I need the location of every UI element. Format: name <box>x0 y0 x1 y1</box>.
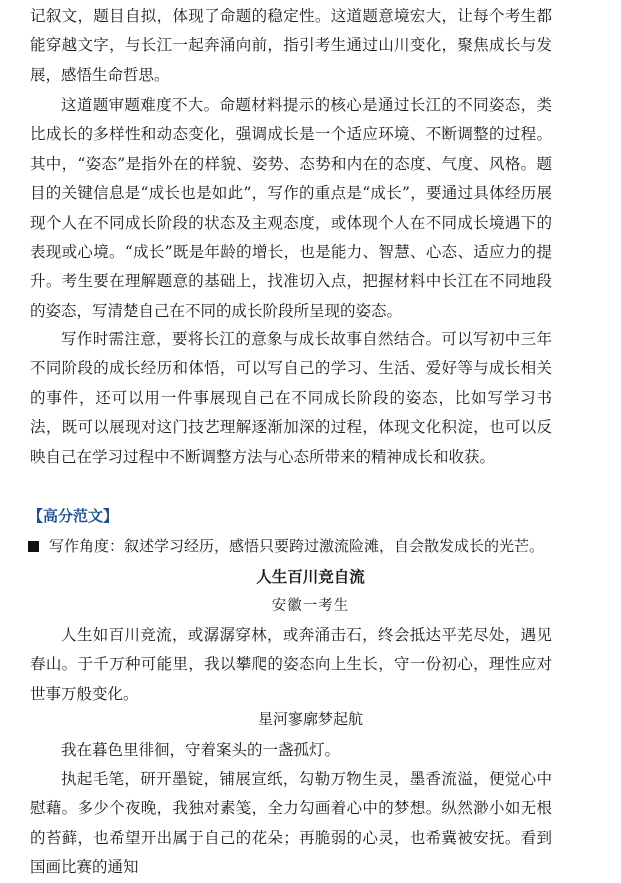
essay-title: 人生百川竞自流 <box>256 568 365 586</box>
square-bullet-icon <box>28 541 39 552</box>
analysis-paragraph-1: 记叙文，题目自拟，体现了命题的稳定性。这道题意境宏大，让每个考生都能穿越文字，与长江一起奔涌向前，指引考生通过山川变化，聚焦成长与发展，感悟生命哲思。 <box>30 7 552 84</box>
analysis-paragraph-3: 写作时需注意，要将长江的意象与成长故事自然结合。可以写初中三年不同阶段的成长经历和体悟，可以写自己的学习、生活、爱好等与成长相关的事件，还可以用一件事展现自己在不同成长阶段的姿态，比如写学习书法，既可以展现对这门技艺理解逐渐加深的过程，体现文化积淀，也可以反映自己在学习过程中不断调整方法与心态所带来的精神成长和收获。 <box>30 330 552 466</box>
section-heading-high-score-sample: 【高分范文】 <box>28 507 119 525</box>
essay-paragraph-1: 人生如百川竞流，或潺潺穿林，或奔涌击石，终会抵达平芜尽处，遇见春山。于千万种可能里，我以攀爬的姿态向上生长，守一份初心，理性应对世事万般变化。 <box>30 626 552 703</box>
writing-angle <box>28 534 588 558</box>
essay-paragraph-3: 执起毛笔，研开墨锭，铺展宣纸，勾勒万物生灵，墨香流溢，便觉心中慰藉。多少个夜晚，我独对素笺，全力勾画着心中的梦想。纵然渺小如无根的苔藓，也希望开出属于自己的花朵；再脆弱的心灵，也希冀被安抚。看到国画比赛的通知 <box>30 770 552 877</box>
analysis-paragraph-2: 这道题审题难度不大。命题材料提示的核心是通过长江的不同姿态，类比成长的多样性和动态变化，强调成长是一个适应环境、不断调整的过程。其中，“姿态”是指外在的样貌、姿势、态势和内在的态度、气度、风格。题目的关键信息是“成长也是如此”，写作的重点是“成长”，要通过具体经历展现个人在不同成长阶段的状态及主观态度，或体现个人在不同成长境遇下的表现或心境。“成长”既是年龄的增长，也是能力、智慧、心态、适应力的提升。考生要在理解题意的基础上，找准切入点，把握材料中长江在不同地段的姿态，写清楚自己在不同的成长阶段所呈现的姿态。 <box>30 96 552 320</box>
essay-paragraph-2: 我在暮色里徘徊，守着案头的一盏孤灯。 <box>61 741 341 759</box>
essay-author: 安徽一考生 <box>271 598 350 614</box>
writing-angle-text: 写作角度：叙述学习经历，感悟只要跨过激流险滩，自会散发成长的光芒。 <box>49 537 545 555</box>
essay-subtitle: 星河寥廓梦起航 <box>257 710 363 728</box>
